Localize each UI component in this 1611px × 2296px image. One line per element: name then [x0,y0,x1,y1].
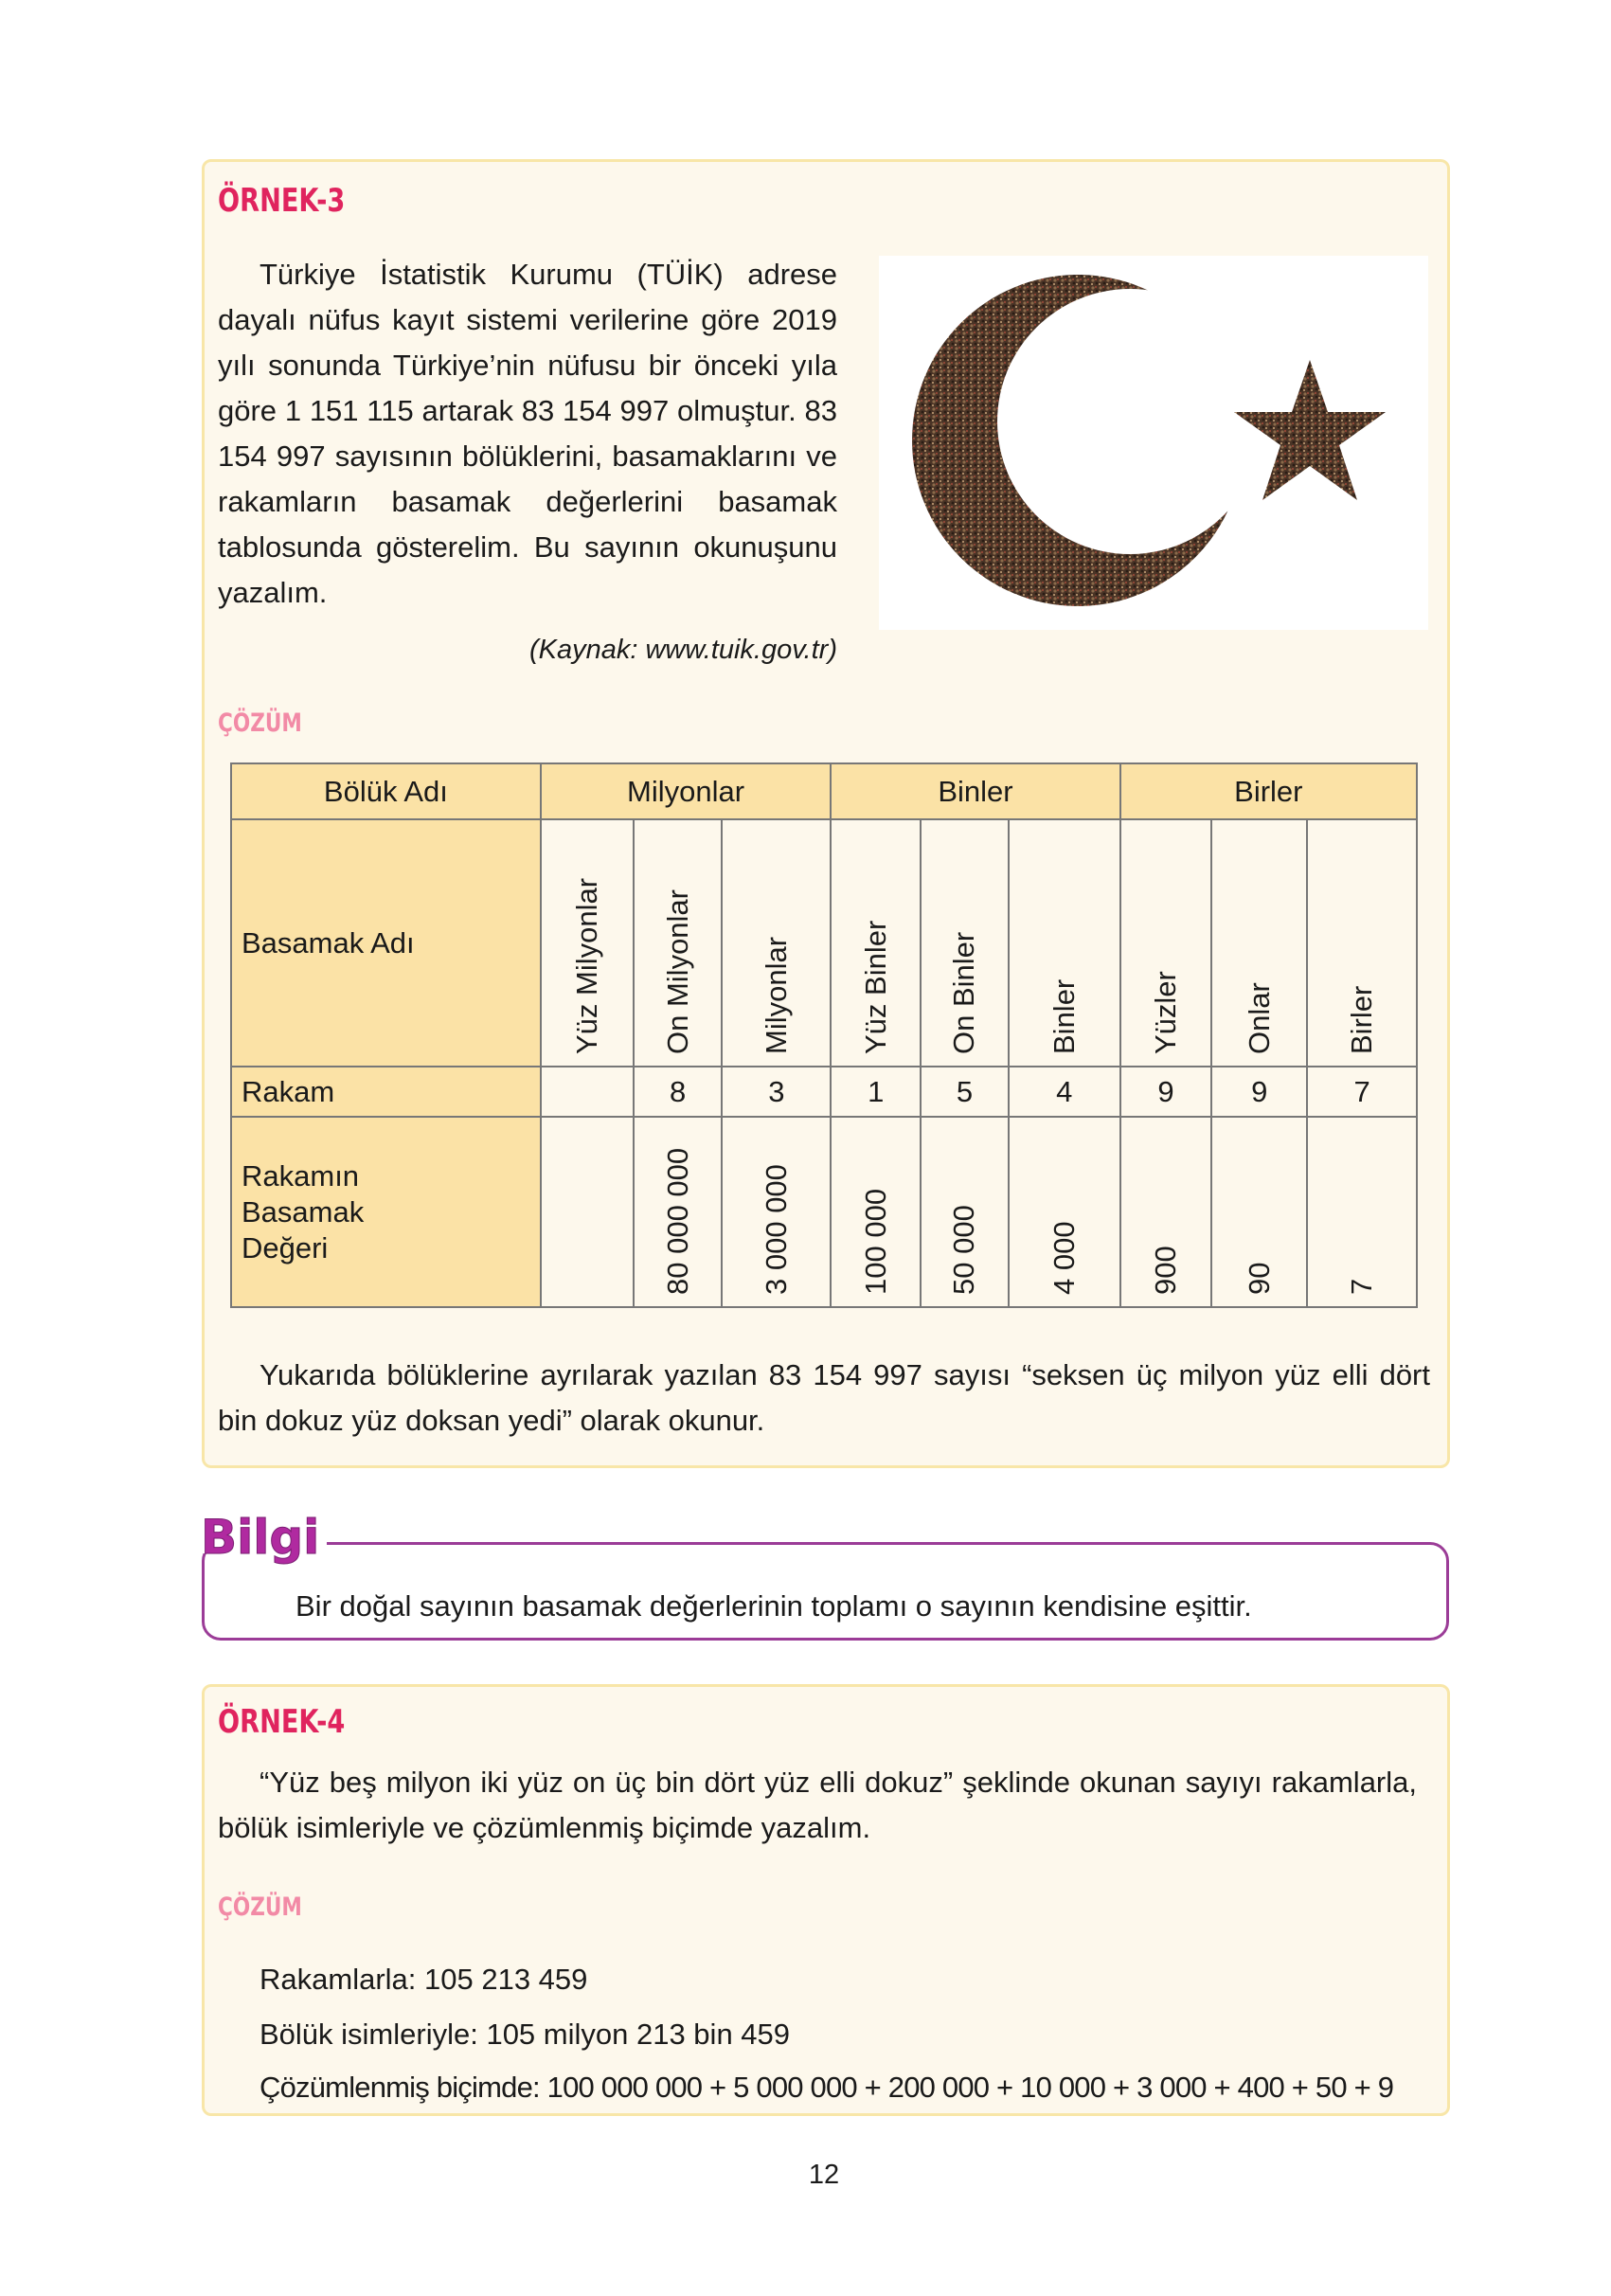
place-value-table [230,762,1418,1308]
place-name: Onlar [1242,982,1276,1054]
digit-row-label: Rakam [231,1067,541,1117]
example-3-conclusion [218,1353,1430,1444]
digit-cell: 4 [1009,1067,1120,1117]
group-milyonlar: Milyonlar [541,763,831,819]
place-name: On Milyonlar [660,889,694,1054]
solution-line-digits: Rakamlarla: 105 213 459 [260,1963,588,1996]
place-name: Yüz Milyonlar [569,877,603,1054]
value-cell [541,1117,634,1307]
digit-cell [541,1067,634,1117]
solution-line-expanded: Çözümlenmiş biçimde: 100 000 000 + 5 000 000 + 200 000 + 10 000 + 3 000 + 400 + 50 + 9 [260,2071,1394,2104]
place-name: Binler [1047,978,1081,1054]
page-number: 12 [808,2160,840,2190]
place-name: Milyonlar [759,936,793,1054]
example-4-text: “Yüz beş milyon iki yüz on üç bin dört yüz elli dokuz” şeklinde okunan sayıyı rakamlarla, bölük isimleriyle ve çözümlenmiş biçimde yazalım. [218,1766,1417,1844]
value-cell [1009,1117,1120,1307]
digit-cell: 9 [1211,1067,1307,1117]
value-cell [1120,1117,1212,1307]
place-value: 80 000 000 [660,1147,694,1295]
group-birler: Birler [1120,763,1417,819]
crescent-star-image [879,256,1428,630]
value-row-label: Rakamın Basamak Değeri [231,1117,541,1307]
place-value: 3 000 000 [759,1164,793,1295]
place-value: 100 000 [858,1188,892,1295]
group-binler: Binler [831,763,1119,819]
place-value: 900 [1149,1246,1183,1295]
place-cell [1307,819,1417,1067]
solution-line-groups: Bölük isimleriyle: 105 milyon 213 bin 459 [260,2018,791,2051]
digit-cell: 7 [1307,1067,1417,1117]
conclusion-text: Yukarıda bölüklerine ayrılarak yazılan 83 154 997 sayısı “seksen üç milyon yüz elli dört bin dokuz yüz doksan yedi” olarak okunur. [218,1358,1430,1437]
place-cell [1120,819,1212,1067]
place-cell [634,819,723,1067]
place-cell [921,819,1009,1067]
digit-cell: 8 [634,1067,723,1117]
place-cell [1009,819,1120,1067]
info-title: Bilgi [201,1510,320,1565]
place-cell [831,819,921,1067]
example-4-paragraph [218,1760,1417,1851]
place-cell [1211,819,1307,1067]
value-cell [921,1117,1009,1307]
place-name: Birler [1345,985,1379,1054]
place-value: 90 [1242,1262,1276,1295]
place-row-label: Basamak Adı [231,819,541,1067]
example-3-paragraph [218,252,837,616]
group-row-label: Bölük Adı [231,763,541,819]
value-cell [1211,1117,1307,1307]
value-cell [831,1117,921,1307]
place-name: Yüzler [1149,971,1183,1054]
solution-label-3: ÇÖZÜM [218,709,302,738]
place-name: On Binler [947,931,981,1054]
digit-cell: 9 [1120,1067,1212,1117]
source-citation: (Kaynak: www.tuik.gov.tr) [528,635,837,665]
example-4-title: ÖRNEK-4 [218,1703,346,1741]
place-value: 7 [1345,1278,1379,1295]
example-3-title: ÖRNEK-3 [218,182,346,220]
place-cell [541,819,634,1067]
solution-label-4: ÇÖZÜM [218,1892,302,1922]
digit-cell: 5 [921,1067,1009,1117]
value-cell [722,1117,831,1307]
info-text: Bir doğal sayının basamak değerlerinin toplamı o sayının kendisine eşittir. [295,1589,1252,1623]
value-cell [1307,1117,1417,1307]
place-cell [722,819,831,1067]
place-value: 50 000 [947,1205,981,1295]
value-cell [634,1117,723,1307]
digit-cell: 3 [722,1067,831,1117]
example-3-text: Türkiye İstatistik Kurumu (TÜİK) adrese dayalı nüfus kayıt sistemi verilerine göre 2019 yılı sonunda Türkiye’nin nüfusu bir önceki yıla göre 1 151 115 artarak 83 154 997 olmuştur. 83 154 997 sayısının bölüklerini, basamaklarını ve rakamların basamak değerlerini basamak tablosunda gösterelim. Bu sayının okunuşunu yazalım. [218,258,837,609]
place-name: Yüz Binler [858,920,892,1054]
place-value: 4 000 [1047,1221,1081,1295]
digit-cell: 1 [831,1067,921,1117]
